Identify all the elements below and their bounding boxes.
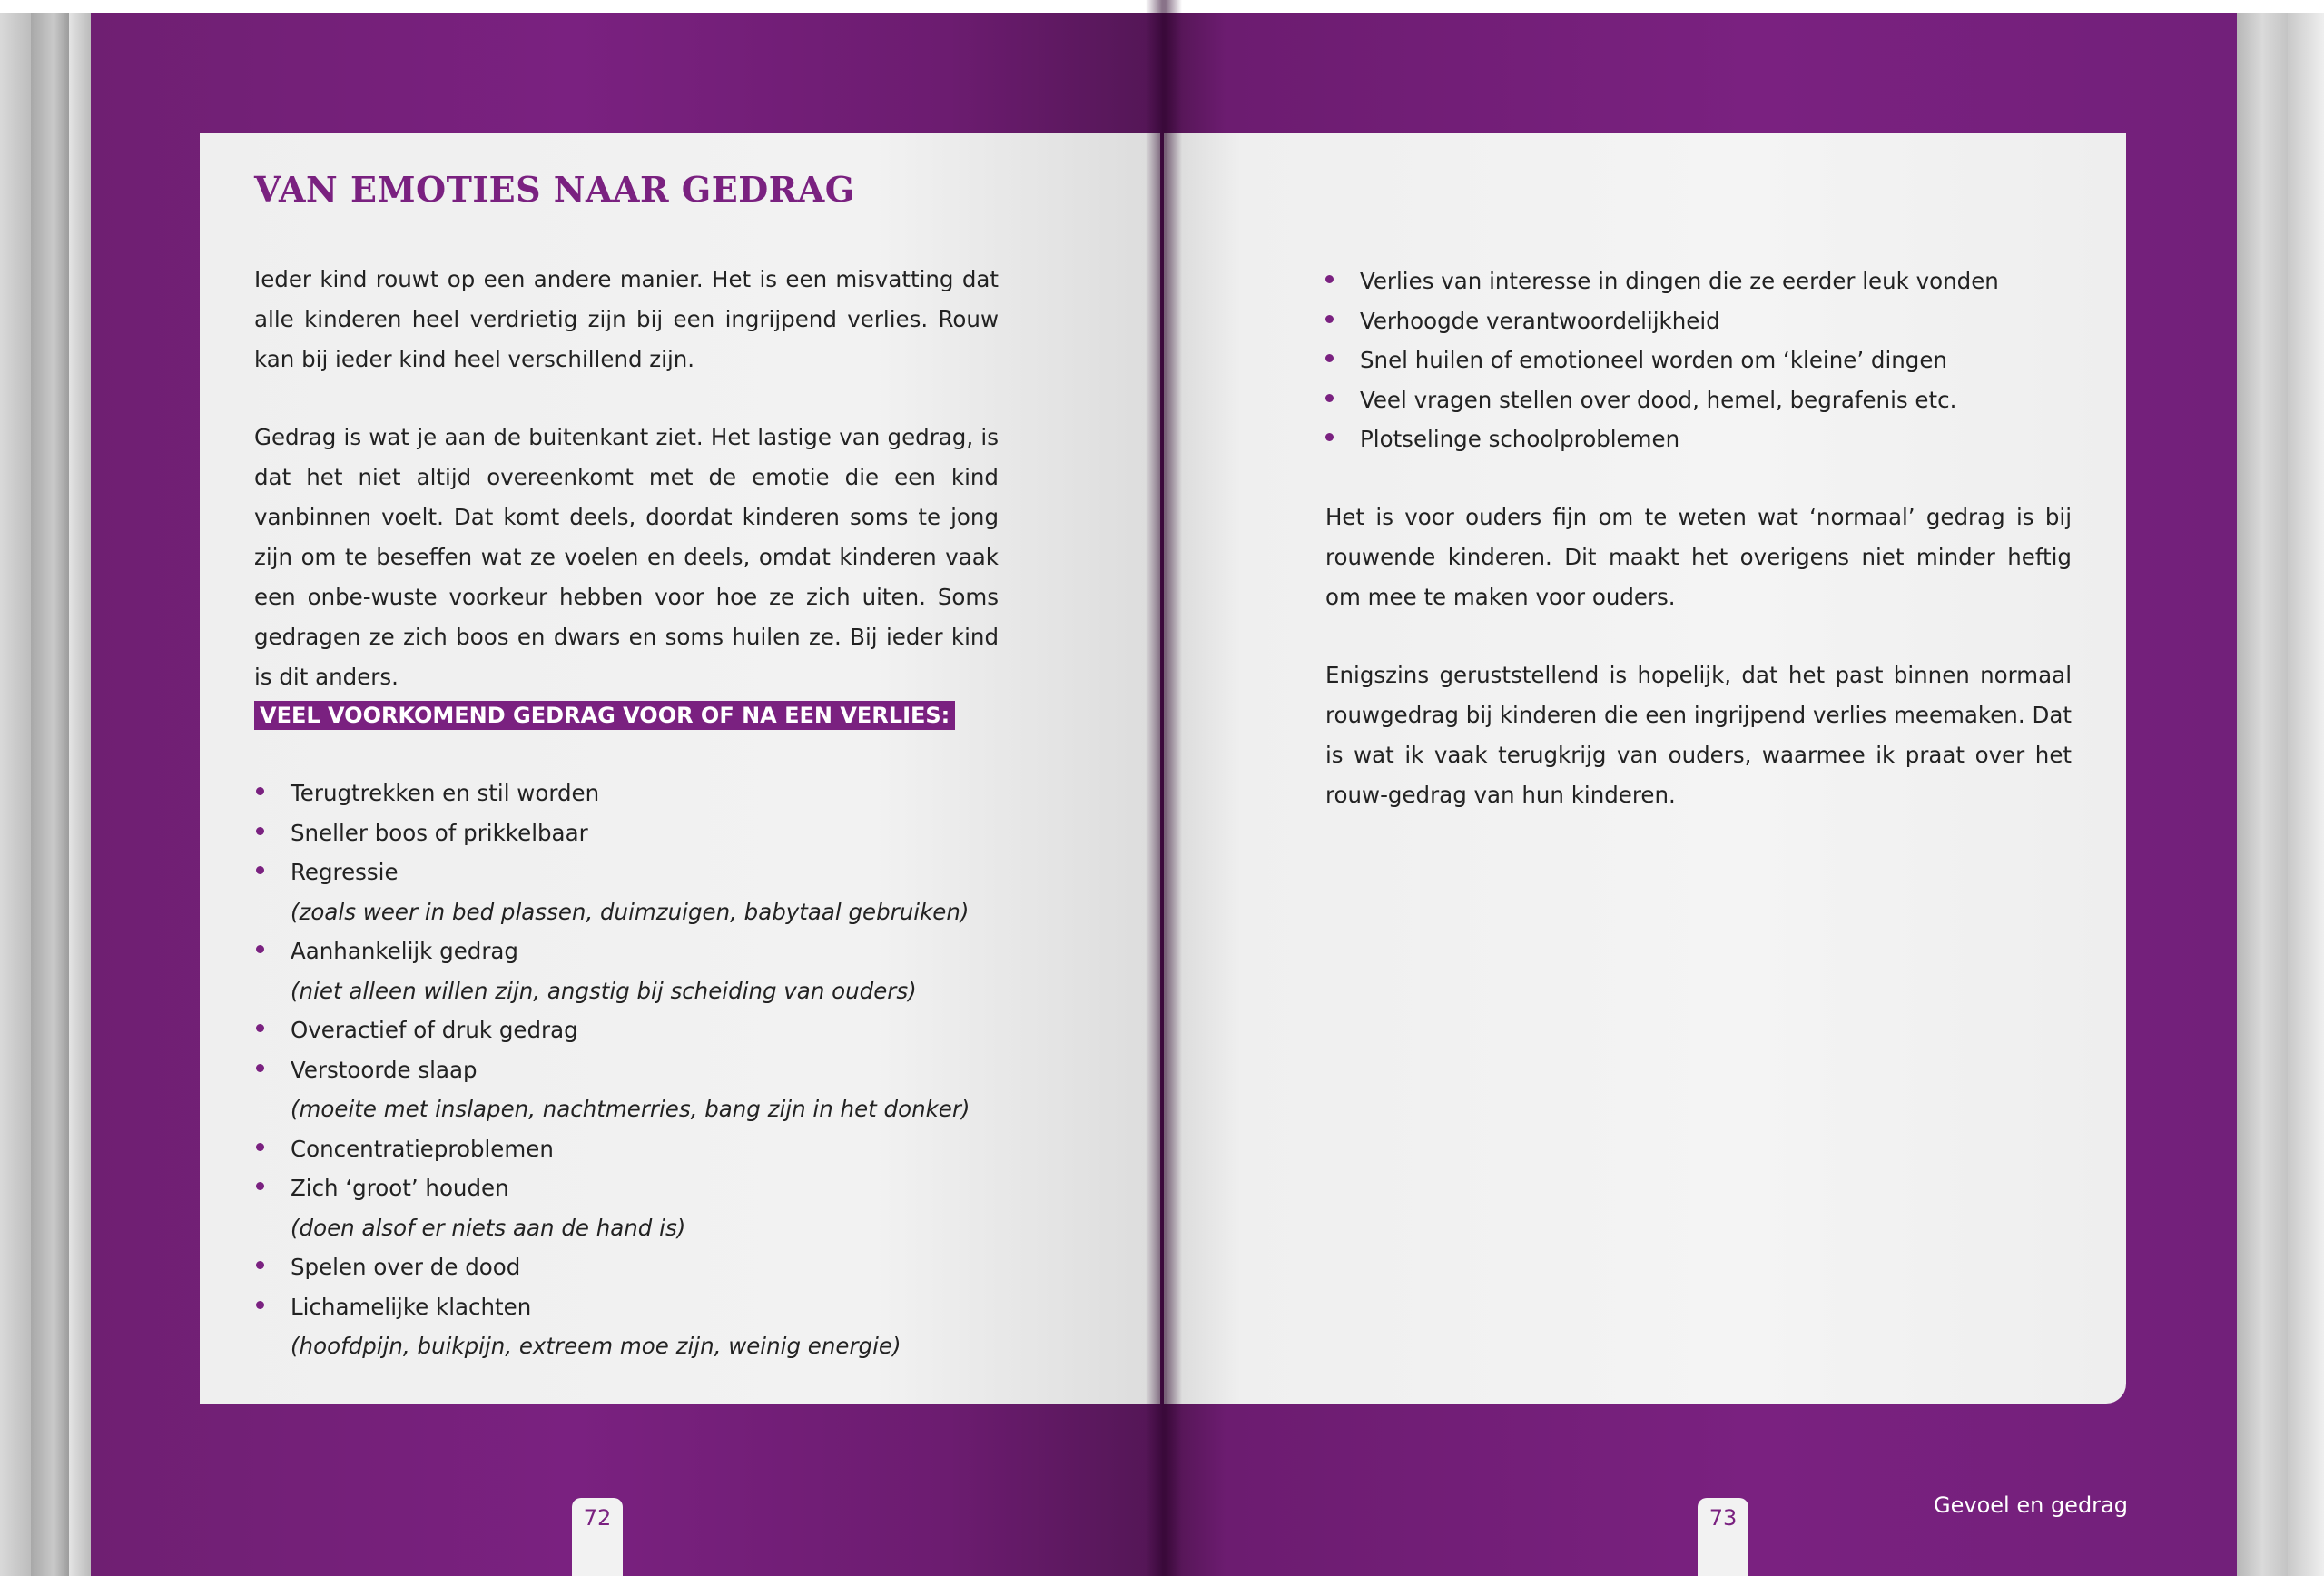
- list-item-note: (doen alsof er niets aan de hand is): [290, 1214, 686, 1241]
- reassurance-paragraph: Enigszins geruststellend is hopelijk, dat het past binnen normaal rouwgedrag bij kinderen die een ingrijpend verlies meemaken. Dat is wat ik vaak terugkrijg van ouders, waarmee ik praat over het rouw-gedrag van hun kinderen.: [1325, 662, 2072, 808]
- list-item: Sneller boos of prikkelbaar: [254, 813, 1017, 853]
- list-item: Terugtrekken en stil worden: [254, 773, 1017, 813]
- list-item: Aanhankelijk gedrag (niet alleen willen zijn, angstig bij scheiding van ouders): [254, 931, 1017, 1010]
- behaviour-list: [254, 773, 1017, 1366]
- page-heading: VAN EMOTIES NAAR GEDRAG: [254, 169, 855, 210]
- list-item-note: (niet alleen willen zijn, angstig bij scheiding van ouders): [290, 977, 917, 1004]
- page-number-left: 72: [572, 1498, 623, 1576]
- list-item-note: (hoofdpijn, buikpijn, extreem moe zijn, weinig energie): [290, 1333, 901, 1359]
- chapter-title: Gevoel en gedrag: [1934, 1492, 2128, 1518]
- behaviour-paragraph: Gedrag is wat je aan de buitenkant ziet. Het lastige van gedrag, is dat het niet altijd overeenkomt met de emotie die een kind vanbinnen voelt. Dat komt deels, doordat kinderen soms te jong zijn om te beseffen wat ze voelen en deels, omdat kinderen vaak een onbe-wuste voorkeur hebben voor hoe ze zich uiten. Soms gedragen ze zich boos en dwars en soms huilen ze. Bij ieder kind is dit anders.: [254, 424, 999, 690]
- behaviour-list-continued: [1324, 261, 2104, 459]
- list-item: Verhoogde verantwoordelijkheid: [1324, 301, 2104, 341]
- page-edges-right-outer: [2288, 13, 2324, 1576]
- page-edges-left-inner: [69, 13, 91, 1576]
- parents-paragraph: Het is voor ouders fijn om te weten wat ‘normaal’ gedrag is bij rouwende kinderen. Dit maakt het overigens niet minder heftig om mee te maken voor ouders.: [1325, 504, 2072, 610]
- list-item: Concentratieproblemen: [254, 1129, 1017, 1169]
- book-spine: [1146, 0, 1182, 1576]
- list-item: Spelen over de dood: [254, 1247, 1017, 1287]
- list-label: VEEL VOORKOMEND GEDRAG VOOR OF NA EEN VERLIES:: [254, 701, 955, 730]
- list-item: Lichamelijke klachten (hoofdpijn, buikpijn, extreem moe zijn, weinig energie): [254, 1287, 1017, 1366]
- list-item: Verlies van interesse in dingen die ze eerder leuk vonden: [1324, 261, 2104, 301]
- page-edges-left-outer: [0, 13, 31, 1576]
- list-item: Overactief of druk gedrag: [254, 1010, 1017, 1050]
- list-item: Plotselinge schoolproblemen: [1324, 419, 2104, 459]
- list-item: Veel vragen stellen over dood, hemel, begrafenis etc.: [1324, 380, 2104, 420]
- list-item-note: (zoals weer in bed plassen, duimzuigen, babytaal gebruiken): [290, 898, 970, 925]
- list-item: Zich ‘groot’ houden (doen alsof er niets aan de hand is): [254, 1168, 1017, 1247]
- list-item: Snel huilen of emotioneel worden om ‘kleine’ dingen: [1324, 340, 2104, 380]
- list-item: Verstoorde slaap (moeite met inslapen, nachtmerries, bang zijn in het donker): [254, 1050, 1017, 1129]
- page-edges-right: [2237, 13, 2288, 1576]
- page-edges-left: [31, 13, 69, 1576]
- intro-paragraph: Ieder kind rouwt op een andere manier. Het is een misvatting dat alle kinderen heel verdrietig zijn bij een ingrijpend verlies. Rouw kan bij ieder kind heel verschillend zijn.: [254, 266, 999, 372]
- list-item: Regressie (zoals weer in bed plassen, duimzuigen, babytaal gebruiken): [254, 852, 1017, 931]
- list-item-note: (moeite met inslapen, nachtmerries, bang zijn in het donker): [290, 1096, 970, 1122]
- page-number-right: 73: [1698, 1498, 1748, 1576]
